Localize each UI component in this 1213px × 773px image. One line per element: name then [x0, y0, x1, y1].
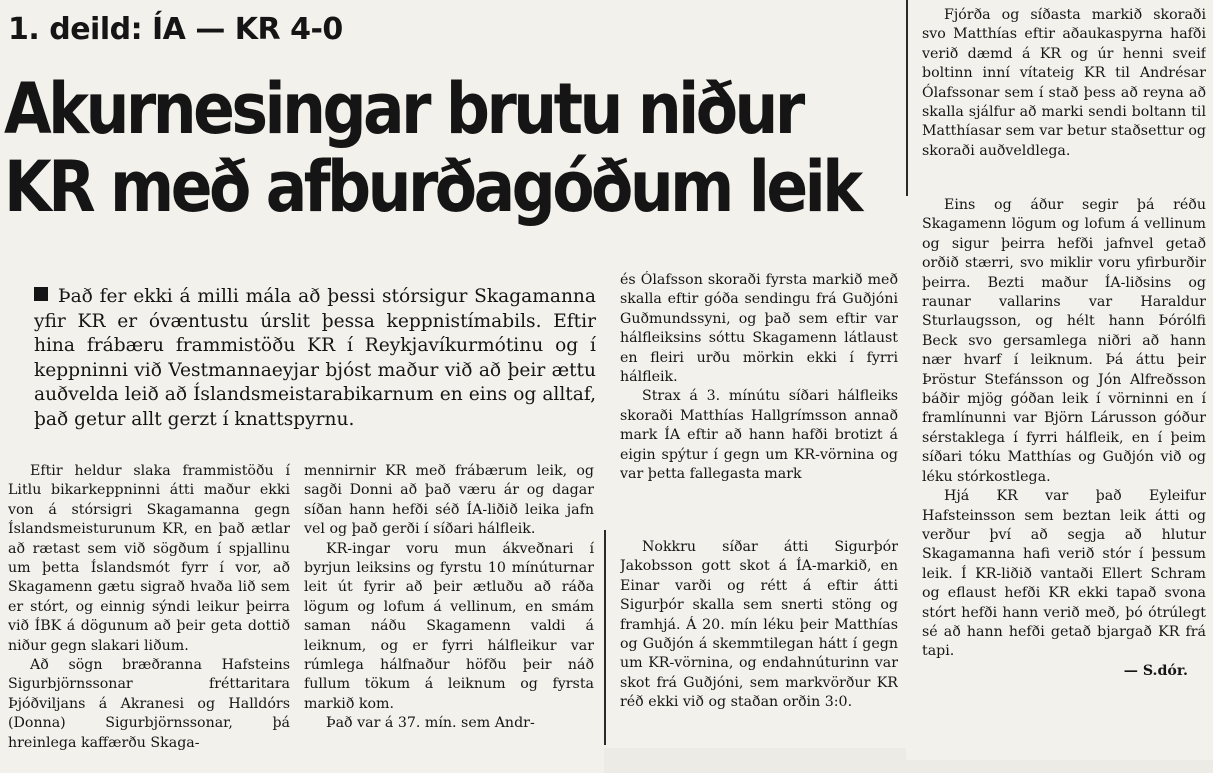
paragraph: Hjá KR var það Eyleifur Hafsteinsson sem beztan leik átti og verður því að segja að hlutur Skagamanna hafi verið stór í þessum leik. Í KR-liðið vantaði Ellert Schram og eflaust hefði KR ekki tapað svona stórt hefði hann verið með, þó ótrúlegt sé að hann hefði getað bjargað KR frá tapi.: [922, 488, 1206, 660]
text-column-4-top: [922, 6, 1206, 192]
paragraph: Strax á 3. mínútu síðari hálfleiks skoraði Matthías Hallgrímsson annað mark ÍA eftir að hann hafði brotizt á eigin spýtur í gegn um KR-vörnina og var þetta fallegasta mark: [620, 388, 898, 483]
text-column-3-top: [620, 271, 898, 533]
paragraph: Að sögn bræðranna Hafsteins Sigurbjörnssonar fréttaritara Þjóðviljans á Akranesi og Halldórs (Donna) Sigurbjörnssonar, þá hreinlega kaffærðu Skaga-: [8, 657, 290, 751]
lead-text: Það fer ekki á milli mála að þessi stórsigur Skagamanna yfir KR er óvæntustu úrslit þessa keppnistímabils. Eftir hina frábæru frammistöðu KR í Reykjavíkurmótinu og í keppninni við Vestmannaeyjar bjóst maður við að þeir ættu auðvelda leið að Íslandsmeistarabikarnum en eins og alltaf, það getur allt gerzt í knattspyrnu.: [34, 286, 596, 430]
bullet-square-icon: [34, 287, 48, 301]
text-column-4-bottom: [922, 196, 1206, 756]
paragraph: Fjórða og síðasta markið skoraði svo Matthías eftir aðaukaspyrna hafði verið dæmd á KR og úr henni sveif boltinn inní vítateig KR til Andrésar Ólafssonar sem í stað þess að reyna að skalla sjálfur að marki sendi boltann til Matthíasar sem var betur staðsettur og skoraði auðveldlega.: [922, 7, 1206, 159]
column-rule: [906, 0, 908, 196]
headline-line-1: Akurnesingar brutu niður: [4, 68, 802, 150]
headline: [4, 68, 860, 228]
column-rule: [604, 530, 606, 745]
paragraph: Það var á 37. mín. sem Andr-: [326, 715, 535, 732]
paragraph: KR-ingar voru mun ákveðnari í byrjun leiksins og fyrstu 10 mínúturnar leit út fyrir að þeir ætluðu að ráða lögum og lofum á vellinum, en smám saman náðu Skagamenn valdi á leiknum, og er fyrri hálfleikur var rúmlega hálfnaður höfðu þeir náð fullum tökum á leiknum og fyrsta markið kom.: [304, 540, 594, 712]
text-column-2: [304, 462, 594, 773]
author-signature: — S.dór.: [1123, 662, 1188, 679]
lead-paragraph: [34, 285, 596, 433]
text-column-3-bottom: [620, 538, 898, 746]
paragraph: Eftir heldur slaka frammistöðu í Litlu bikarkeppninni átti maður ekki von á stórsigri Skagamanna gegn Íslandsmeisturunum KR, en það ætlar að rætast sem við sögðum í spjallinu um þetta Íslandsmót fyrr í vor, að Skagamenn gætu sigrað hvaða lið sem er stórt, og einnig sýndi leikur þeirra við ÍBK á dögunum að þeir geta dottið niður gegn slakari liðum.: [8, 463, 290, 654]
paragraph: és Ólafsson skoraði fyrsta markið með skalla eftir góða sendingu frá Guðjóni Guðmundssyni, og það sem eftir var hálfleiksins sóttu Skagamenn látlaust en fleiri urðu mörkin ekki í fyrri hálfleik.: [620, 272, 898, 386]
paragraph: Eins og áður segir þá réðu Skagamenn lögum og lofum á vellinum og sigur þeirra hefði jafnvel getað orðið stærri, svo miklir voru yfirburðir þeirra. Bezti maður ÍA-liðsins og raunar vallarins var Haraldur Sturlaugsson, og hélt hann Þórólfi Beck svo gersamlega niðri að hann nær hvarf í leiknum. Þá áttu þeir Þröstur Stefánsson og Jón Alfreðsson báðir mjög góðan leik í vörninni en í framlínunni var Björn Lárusson góður sérstaklega í fyrri hálfleik, en í þeim síðari tóku Matthías og Guðjón við og léku stórkostlega.: [922, 197, 1206, 485]
paragraph: Nokkru síðar átti Sigurþór Jakobsson gott skot á ÍA-markið, en Einar varði og rétt á eftir átti Sigurþór skalla sem snerti stöng og framhjá. Á 20. mín léku þeir Matthías og Guðjón á skemmtilegan hátt í gegn um KR-vörnina, og endahnúturinn var skot frá Guðjóni, sem markvörður KR réð ekki við og staðan orðin 3:0.: [620, 539, 898, 711]
paragraph: mennirnir KR með frábærum leik, og sagði Donni að það væru ár og dagar síðan hann hefði séð ÍA-liðið leika jafn vel og það gerði í síðari hálfleik.: [304, 463, 594, 538]
kicker: 1. deild: ÍA — KR 4-0: [8, 12, 343, 47]
headline-line-2: KR með afburðagóðum leik: [4, 146, 860, 228]
text-column-1: [8, 462, 290, 773]
